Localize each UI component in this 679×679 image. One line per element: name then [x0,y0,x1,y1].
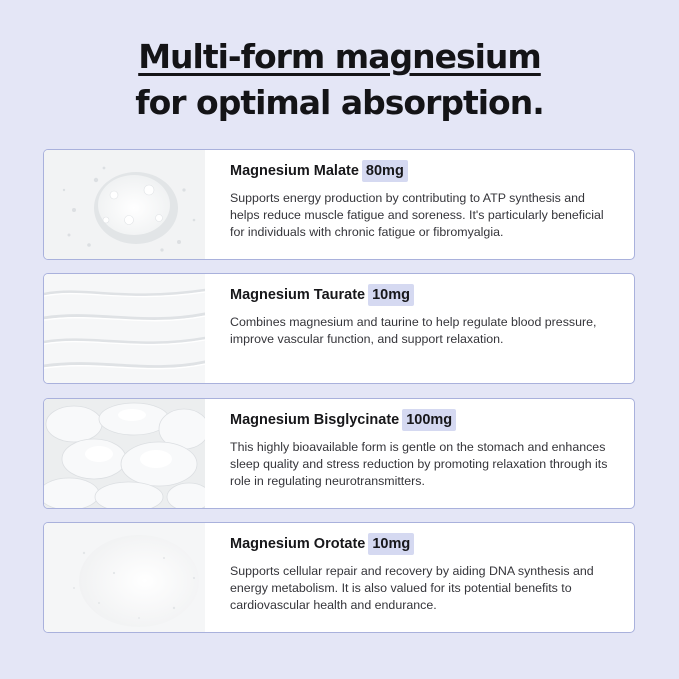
card-title [230,533,618,555]
supplement-name: Magnesium Malate [230,163,359,179]
card-magnesium-taurate [43,273,635,384]
powder-heap-image [44,399,205,508]
card-title [230,160,618,182]
powder-image [44,523,205,632]
card-description: Combines magnesium and taurine to help regulate blood pressure, improve vascular function, and support relaxation. [230,315,597,346]
powder-pile-image [44,150,205,259]
headline-line-1: Multi-form magnesium [138,37,541,76]
card-title [230,409,618,431]
card-magnesium-orotate [43,522,635,633]
supplement-name: Magnesium Bisglycinate [230,412,400,428]
headline [0,36,679,124]
card-description: This highly bioavailable form is gentle on the stomach and enhances sleep quality and stress reduction by promoting relaxation through its role in regulating neurotransmitters. [230,440,608,488]
card-title [230,284,618,306]
supplement-name: Magnesium Taurate [230,287,366,303]
supplement-name: Magnesium Orotate [230,536,366,552]
fine-powder-image [44,523,205,632]
dose-badge: 80mg [362,160,408,182]
card-magnesium-bisglycinate [43,398,635,509]
powder-image [44,150,205,259]
powder-lines-image [44,274,205,383]
dose-badge: 10mg [368,533,414,555]
dose-badge: 10mg [368,284,414,306]
powder-image [44,399,205,508]
headline-line-2: for optimal absorption. [135,83,544,122]
powder-image [44,274,205,383]
card-magnesium-malate [43,149,635,260]
card-description: Supports cellular repair and recovery by aiding DNA synthesis and energy metabolism. It is also valued for its potential benefits to cardiovascular health and endurance. [230,564,594,612]
card-description: Supports energy production by contributing to ATP synthesis and helps reduce muscle fatigue and soreness. It's particularly beneficial for individuals with chronic fatigue or fibromyalgia. [230,191,604,239]
dose-badge: 100mg [402,409,456,431]
